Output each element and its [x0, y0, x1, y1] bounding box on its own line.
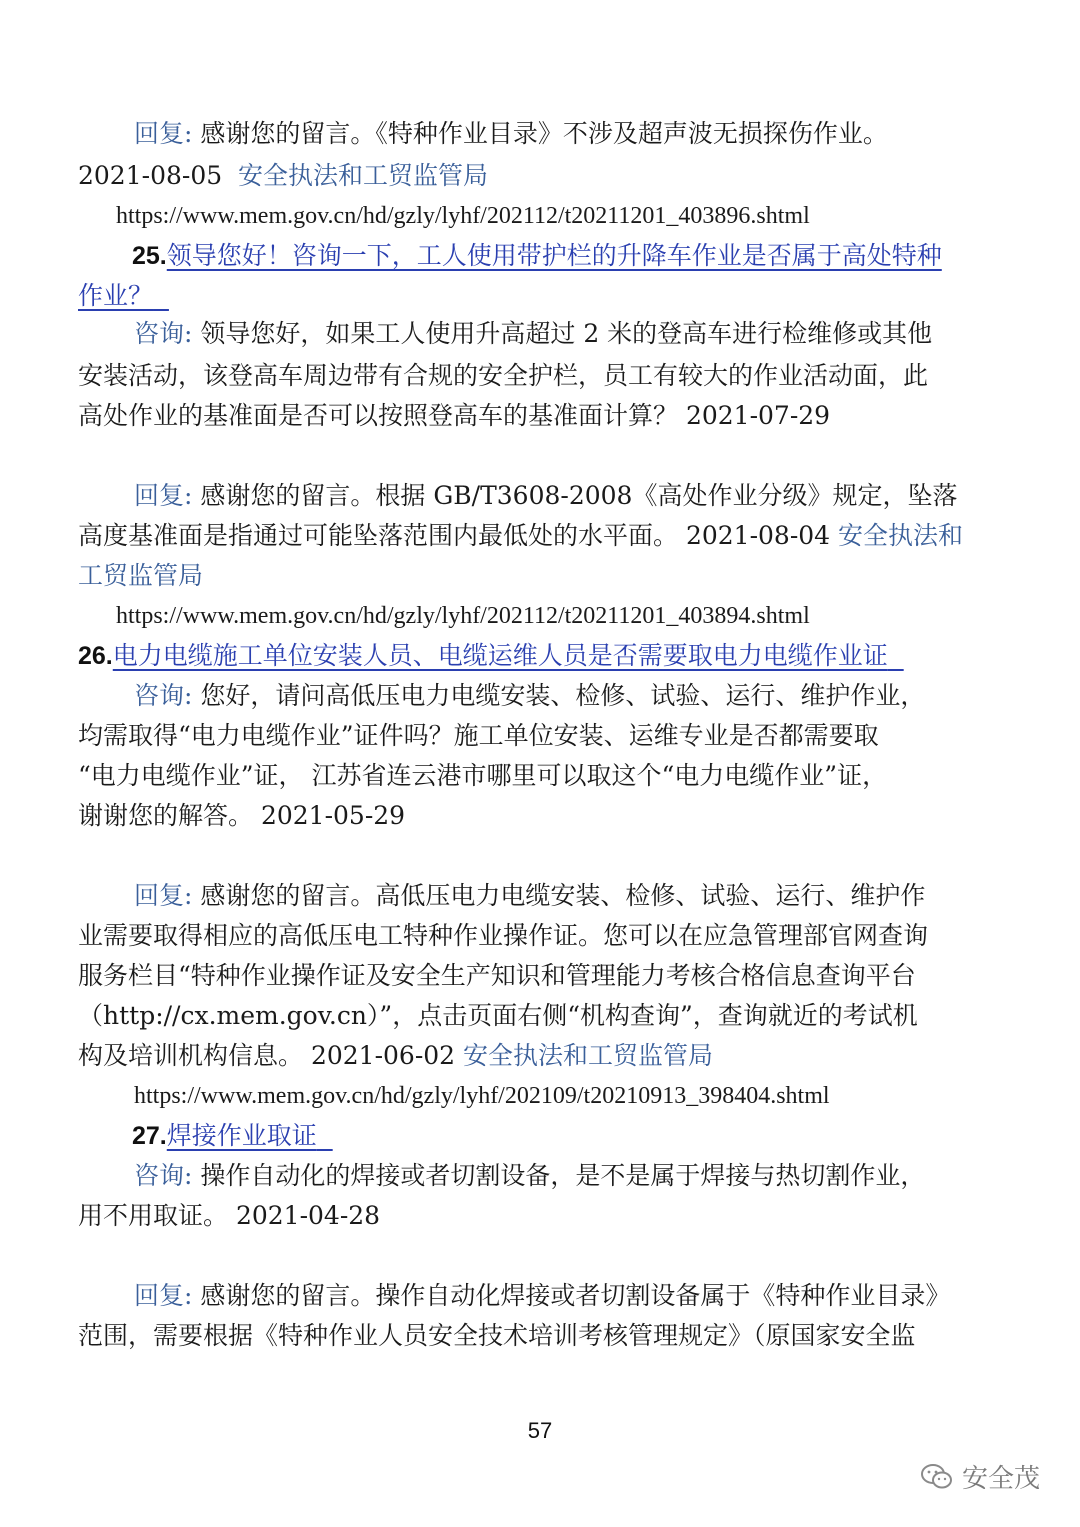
line-text: 高度基准面是指通过可能坠落范围内最低处的水平面。 2021-08-04: [78, 521, 839, 550]
body-line: 服务栏目“特种作业操作证及安全生产知识和管理能力考核合格信息查询平台: [78, 961, 916, 990]
question-heading-25-cont: [78, 276, 169, 316]
body-line: [78, 516, 963, 556]
question-title-link[interactable]: 焊接作业取证: [166, 1121, 317, 1150]
reply-line: [134, 476, 957, 516]
department: 安全执法和: [838, 521, 964, 550]
question-heading-27: [132, 1116, 333, 1156]
source-url[interactable]: https://www.mem.gov.cn/hd/gzly/lyhf/202112/t20211201_403896.shtml: [116, 203, 810, 229]
watermark-text: 安全茂: [961, 1464, 1040, 1494]
body-line: 高处作业的基准面是否可以按照登高车的基准面计算？ 2021-07-29: [78, 401, 831, 430]
line-text: 您好，请问高低压电力电缆安装、检修、试验、运行、维护作业，: [200, 681, 926, 710]
line-text: 感谢您的留言。根据 GB/T3608-2008《高处作业分级》规定，坠落: [200, 481, 958, 510]
reply-line: [134, 114, 888, 154]
body-line: 业需要取得相应的高低压电工特种作业操作证。您可以在应急管理部官网查询: [78, 921, 929, 950]
line-text: 感谢您的留言。《特种作业目录》不涉及超声波无损探伤作业。: [200, 119, 888, 148]
source-url[interactable]: https://www.mem.gov.cn/hd/gzly/lyhf/202109/t20210913_398404.shtml: [134, 1083, 830, 1109]
question-title-link[interactable]: 领导您好！咨询一下，工人使用带护栏的升降车作业是否属于高处特种: [166, 241, 942, 270]
body-line: “电力电缆作业”证， 江苏省连云港市哪里可以取这个“电力电缆作业”证，: [78, 761, 888, 790]
inquiry-label: 咨询:: [134, 319, 201, 348]
date-dept-line: [78, 156, 488, 196]
date: 2021-08-05: [78, 161, 223, 190]
line-text: 感谢您的留言。高低压电力电缆安装、检修、试验、运行、维护作: [200, 881, 926, 910]
question-heading-26: [78, 636, 904, 676]
line-text: 领导您好，如果工人使用升高超过 2 米的登高车进行检维修或其他: [200, 319, 933, 348]
question-title-link[interactable]: 作业？: [78, 281, 154, 310]
reply-label: 回复:: [134, 119, 201, 148]
reply-label: 回复:: [134, 881, 201, 910]
question-title-link[interactable]: 电力电缆施工单位安装人员、电缆运维人员是否需要取电力电缆作业证: [112, 641, 888, 670]
reply-line: [134, 1276, 950, 1316]
source-url[interactable]: https://www.mem.gov.cn/hd/gzly/lyhf/202112/t20211201_403894.shtml: [116, 603, 810, 629]
question-number: 26.: [78, 642, 113, 670]
inquiry-line: [134, 676, 925, 716]
body-line: 均需取得“电力电缆作业”证件吗？施工单位安装、运维专业是否都需要取: [78, 721, 879, 750]
wechat-icon: [920, 1462, 954, 1492]
body-line: 用不用取证。 2021-04-28: [78, 1201, 381, 1230]
department: 工贸监管局: [78, 561, 204, 590]
inquiry-label: 咨询:: [134, 1161, 201, 1190]
line-text: 感谢您的留言。操作自动化焊接或者切割设备属于《特种作业目录》: [200, 1281, 951, 1310]
inquiry-line: [134, 314, 932, 354]
body-line: 谢谢您的解答。 2021-05-29: [78, 801, 406, 830]
reply-label: 回复:: [134, 481, 201, 510]
body-line: 安装活动，该登高车周边带有合规的安全护栏，员工有较大的作业活动面，此: [78, 361, 929, 390]
watermark: [920, 1458, 1040, 1495]
question-number: 25.: [132, 242, 167, 270]
body-line: [78, 1036, 713, 1076]
question-heading-25: [132, 236, 942, 276]
inquiry-line: [134, 1156, 925, 1196]
department: 安全执法和工贸监管局: [238, 161, 489, 190]
page-number: 57: [527, 1418, 553, 1443]
body-line: 范围，需要根据《特种作业人员安全技术培训考核管理规定》（原国家安全监: [78, 1321, 916, 1350]
line-text: 操作自动化的焊接或者切割设备，是不是属于焊接与热切割作业，: [200, 1161, 926, 1190]
question-number: 27.: [132, 1122, 167, 1150]
line-text: 构及培训机构信息。 2021-06-02: [78, 1041, 464, 1070]
inquiry-label: 咨询:: [134, 681, 201, 710]
reply-label: 回复:: [134, 1281, 201, 1310]
reply-line: [134, 876, 925, 916]
department: 安全执法和工贸监管局: [463, 1041, 714, 1070]
body-line: （http://cx.mem.gov.cn）”，点击页面右侧“机构查询”，查询就近的考试机: [78, 1001, 918, 1030]
